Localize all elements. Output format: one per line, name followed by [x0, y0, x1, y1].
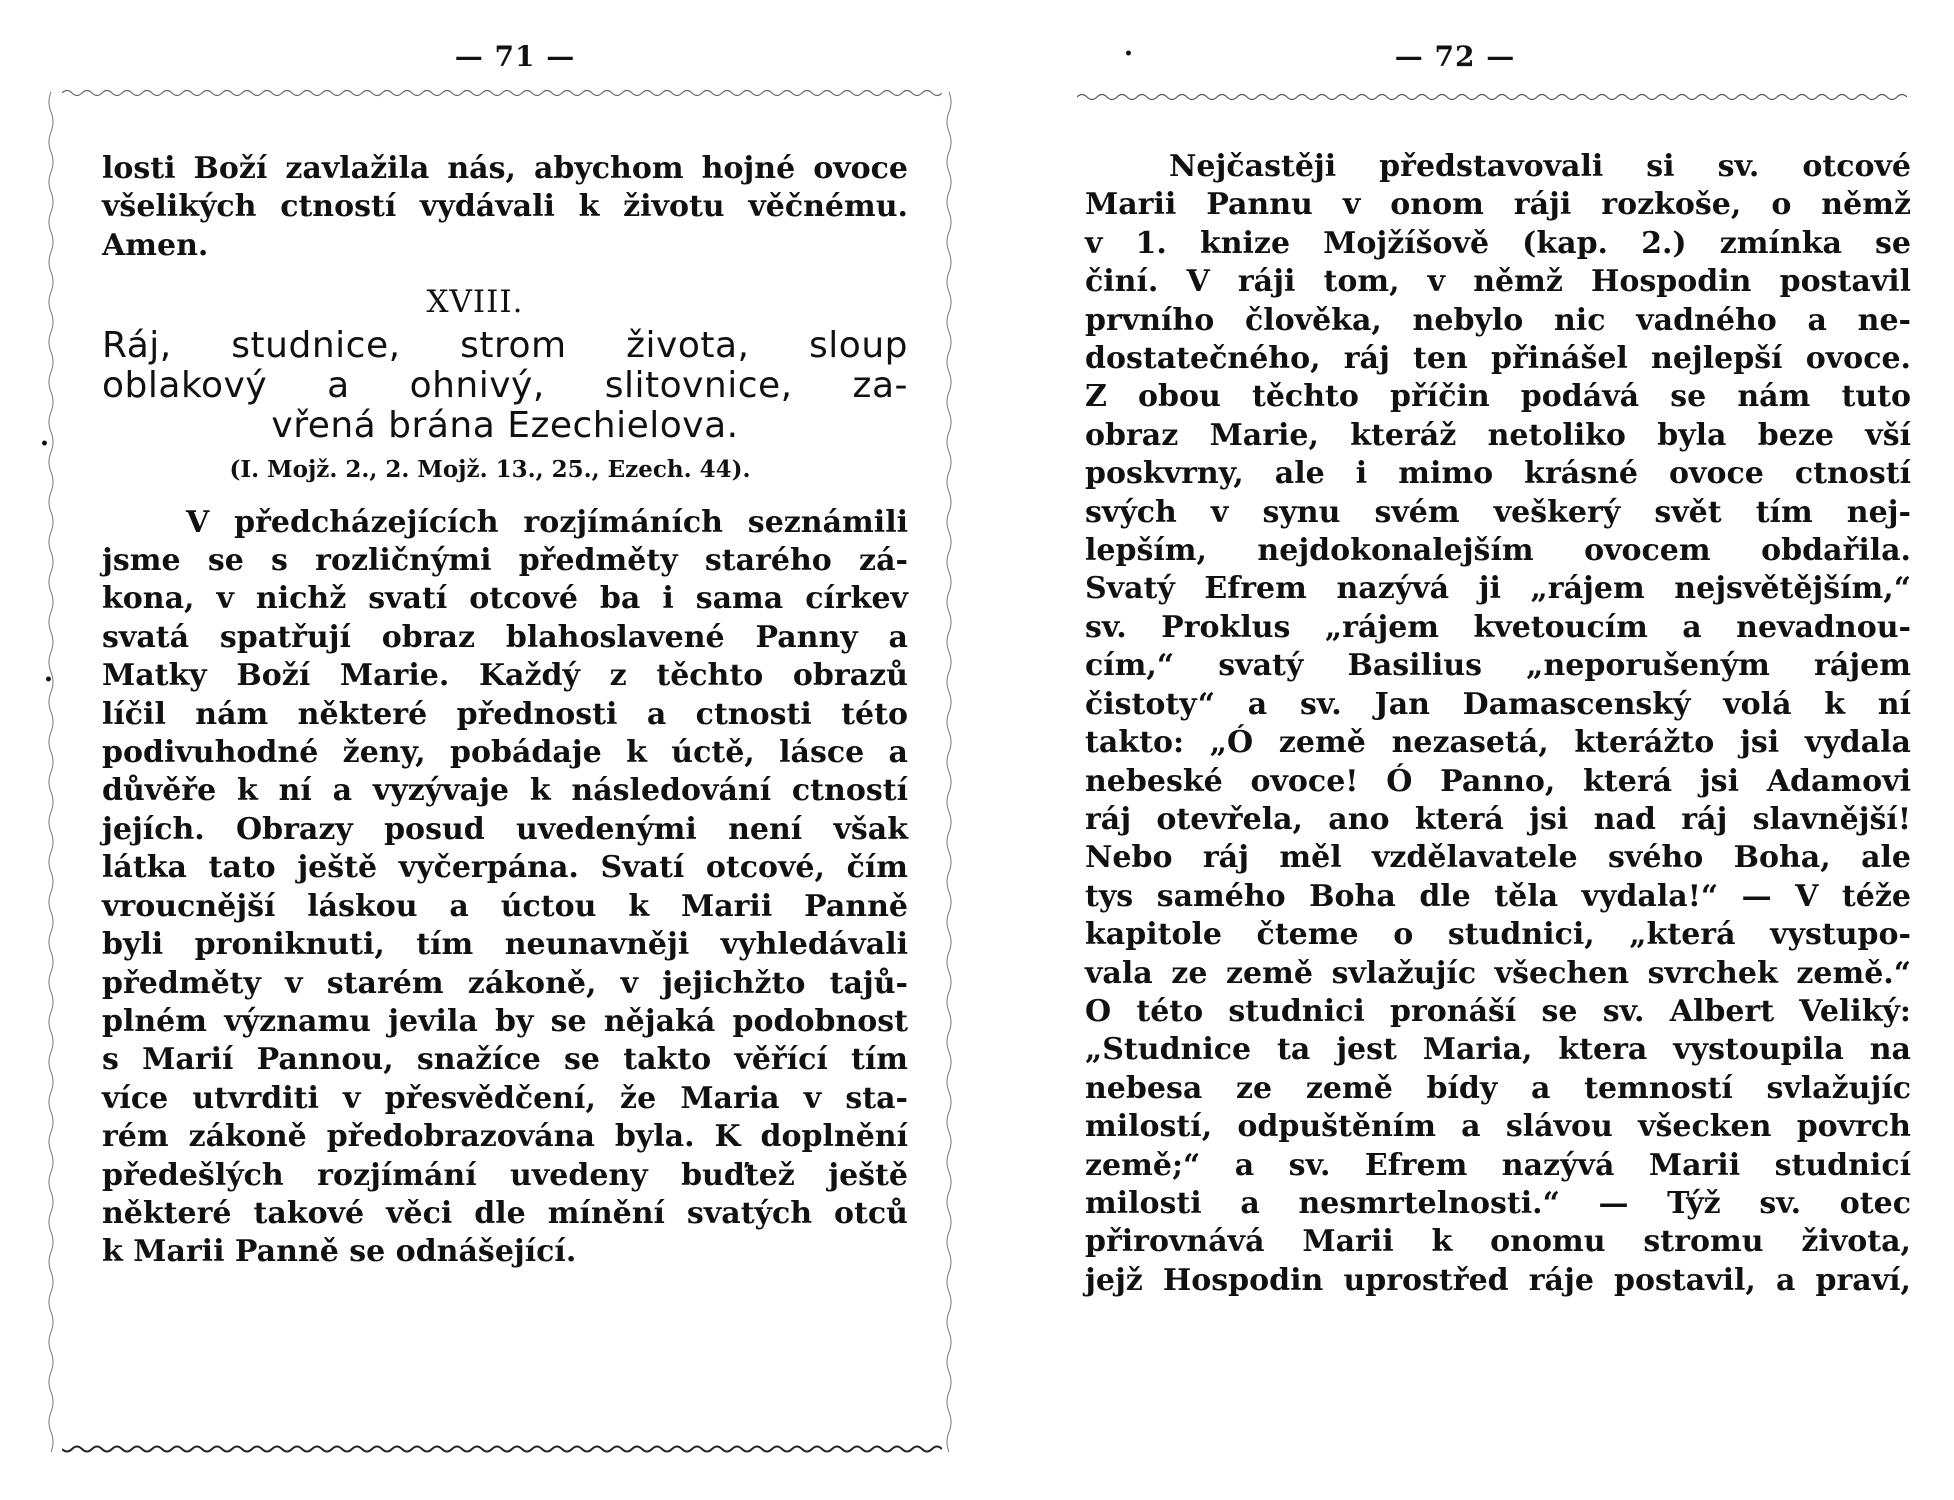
text-line: cím,“ svatý Basilius „neporušeným rájem	[1085, 648, 1911, 684]
right-page-text	[1085, 148, 1911, 1300]
text-line: svatá spatřují obraz blahoslavené Panny a	[102, 619, 908, 655]
text-line: obraz Marie, kteráž netoliko byla beze vší	[1085, 417, 1911, 453]
text-line: Nebo ráj měl vzdělavatele svého Boha, ale	[1085, 840, 1911, 876]
text-line: nebesa ze země bídy a temností svlažujíc	[1085, 1070, 1911, 1106]
text-line: podivuhodné ženy, pobádaje k úctě, lásce a	[102, 735, 908, 771]
ink-dot: •	[40, 436, 49, 452]
ink-dot: •	[44, 672, 53, 688]
text-line: líčil nám některé přednosti a ctnosti této	[102, 696, 908, 732]
chapter-title-line: oblakový a ohnivý, slitovnice, za-	[102, 364, 908, 406]
text-line: takto: „Ó země nezasetá, kterážto jsi vydala	[1085, 725, 1911, 761]
left-body-paragraph	[102, 504, 908, 1272]
chapter-title-line: Ráj, studnice, strom života, sloup	[102, 324, 908, 366]
wavy-border-top	[62, 86, 942, 100]
text-line: „Studnice ta jest Maria, ktera vystoupila na	[1085, 1032, 1911, 1068]
text-line: Amen.	[102, 227, 209, 263]
text-line: ráj otevřela, ano která jsi nad ráj slavnější!	[1085, 801, 1911, 837]
text-line: milosti a nesmrtelnosti.“ — Týž sv. otec	[1085, 1185, 1911, 1221]
text-line: Matky Boží Marie. Každý z těchto obrazů	[102, 658, 908, 694]
text-line: jejích. Obrazy posud uvedenými není však	[102, 811, 908, 847]
wavy-border-right	[942, 92, 956, 1452]
wavy-border-left	[44, 92, 58, 1452]
text-line: některé takové věci dle mínění svatých otců	[102, 1195, 908, 1231]
text-line: nebeské ovoce! Ó Panno, která jsi Adamovi	[1085, 763, 1911, 799]
text-line: kona, v nichž svatí otcové ba i sama církev	[102, 581, 908, 617]
text-line: O této studnici pronáší se sv. Albert Veliký:	[1085, 993, 1911, 1029]
chapter-number: XVIII.	[426, 284, 524, 321]
text-line: čistoty“ a sv. Jan Damascenský volá k ní	[1085, 686, 1911, 722]
text-line: prvního člověka, nebylo nic vadného a ne-	[1085, 302, 1911, 338]
text-line: všelikých ctností vydávali k životu věčnému.	[102, 189, 908, 225]
text-line: Marii Pannu v onom ráji rozkoše, o němž	[1085, 187, 1911, 223]
wavy-border-bottom	[62, 1442, 942, 1456]
text-line: milostí, odpuštěním a slávou všecken povrch	[1085, 1109, 1911, 1145]
text-line: země;“ a sv. Efrem nazývá Marii studnicí	[1085, 1147, 1911, 1183]
chapter-title	[102, 326, 908, 446]
text-line: Nejčastěji představovali si sv. otcové	[1169, 149, 1911, 184]
right-page	[977, 0, 1954, 1500]
text-line: v 1. knize Mojžíšově (kap. 2.) zmínka se	[1085, 225, 1911, 261]
text-line: více utvrditi v přesvědčení, že Maria v sta-	[102, 1080, 908, 1116]
chapter-title-line: vřená brána Ezechielova.	[271, 404, 739, 446]
text-line: vala ze země svlažujíc všechen svrchek země.“	[1085, 955, 1911, 991]
text-line: dostatečného, ráj ten přinášel nejlepší ovoce.	[1085, 341, 1911, 377]
text-line: svých v synu svém veškerý svět tím nej-	[1085, 494, 1911, 530]
text-line: V předcházejících rozjímáních seznámili	[186, 504, 908, 540]
text-line: byli proniknuti, tím neunavněji vyhledávali	[102, 927, 908, 963]
text-line: Svatý Efrem nazývá ji „rájem nejsvětějším,“	[1085, 571, 1911, 607]
text-line: jsme se s rozličnými předměty starého zá-	[102, 543, 908, 579]
text-line: důvěře k ní a vyzývaje k následování ctností	[102, 773, 908, 809]
text-line: látka tato ještě vyčerpána. Svatí otcové, čím	[102, 850, 908, 886]
text-line: přirovnává Marii k onomu stromu života,	[1085, 1224, 1911, 1260]
text-line: lepším, nejdokonalejším ovocem obdařila.	[1085, 533, 1911, 569]
text-line: poskvrny, ale i mimo krásné ovoce ctností	[1085, 456, 1911, 492]
text-line: jejž Hospodin uprostřed ráje postavil, a praví,	[1085, 1262, 1911, 1298]
text-line: Z obou těchto příčin podává se nám tuto	[1085, 379, 1911, 415]
page-number: — 72 —	[1394, 40, 1516, 73]
text-line: rém zákoně předobrazována byla. K doplnění	[102, 1119, 908, 1155]
text-line: sv. Proklus „rájem kvetoucím a nevadnou-	[1085, 609, 1911, 645]
left-page-text	[102, 150, 908, 1272]
ink-dot: •	[1124, 46, 1133, 62]
text-line: tys samého Boha dle těla vydala!“ — V téže	[1085, 878, 1911, 914]
text-line: losti Boží zavlažila nás, abychom hojné ovoce	[102, 151, 908, 186]
chapter-reference: (I. Mojž. 2., 2. Mojž. 13., 25., Ezech. 44).	[229, 455, 751, 483]
text-line: plném významu jevila by se nějaká podobnost	[102, 1003, 908, 1039]
text-line: kapitole čteme o studnici, „která vystupo-	[1085, 917, 1911, 953]
text-line: předešlých rozjímání uvedeny buďtež ještě	[102, 1157, 908, 1193]
text-line: k Marii Panně se odnášející.	[102, 1234, 577, 1270]
text-line: vroucnější láskou a úctou k Marii Panně	[102, 888, 908, 924]
wavy-rule-top	[1077, 90, 1907, 104]
text-line: předměty v starém zákoně, v jejichžto tajů-	[102, 965, 908, 1001]
text-line: s Marií Pannou, snažíce se takto věřící tím	[102, 1042, 908, 1078]
page-number: — 71 —	[454, 40, 576, 73]
text-line: činí. V ráji tom, v němž Hospodin postavil	[1085, 264, 1911, 300]
